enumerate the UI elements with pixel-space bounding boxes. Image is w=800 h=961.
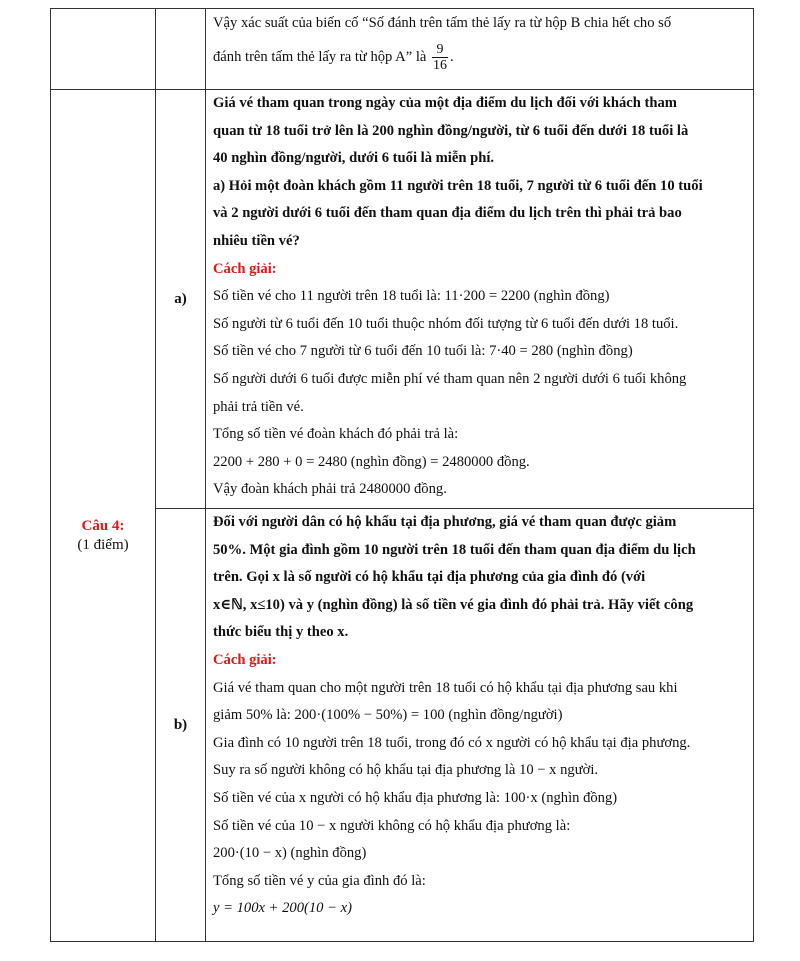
part-a-solution-line: Vậy đoàn khách phải trả 2480000 đồng. <box>213 481 447 498</box>
previous-line-2 <box>213 42 747 73</box>
part-b-solution-line: 200·(10 − x) (nghìn đồng) <box>213 845 367 862</box>
part-b-problem-line: trên. Gọi x là số người có hộ khẩu tại địa phương của gia đình đó (với <box>213 569 646 586</box>
part-a-content-cell <box>206 90 754 509</box>
part-a-solution-line: Số tiền vé cho 11 người trên 18 tuổi là: 11·200 = 2200 (nghìn đồng) <box>213 288 610 305</box>
part-a-label-cell <box>156 90 206 509</box>
previous-answer-cell <box>206 9 754 90</box>
part-a-solution-line: Số người dưới 6 tuổi được miễn phí vé tham quan nên 2 người dưới 6 tuổi không <box>213 370 687 387</box>
table-row-part-a <box>51 90 754 509</box>
part-b-problem-line: Đối với người dân có hộ khẩu tại địa phương, giá vé tham quan được giảm <box>213 514 677 530</box>
part-a-solution-line: Tổng số tiền vé đoàn khách đó phải trả là: <box>213 426 459 443</box>
part-a-problem-line: nhiêu tiền vé? <box>213 232 300 249</box>
question-title: Câu 4: <box>81 517 125 534</box>
part-b-solution-line: Số tiền vé của 10 − x người không có hộ khẩu địa phương là: <box>213 817 571 834</box>
part-a-problem-line: 40 nghìn đồng/người, dưới 6 tuổi là miễn phí. <box>213 150 495 167</box>
part-b-solution-line: giảm 50% là: 200·(100% − 50%) = 100 (nghìn đồng/người) <box>213 707 563 724</box>
part-b-solution-line: Gia đình có 10 người trên 18 tuổi, trong đó có x người có hộ khẩu tại địa phương. <box>213 734 691 751</box>
fraction-numerator: 9 <box>436 41 444 57</box>
question-points: (1 điểm) <box>77 536 129 553</box>
probability-fraction <box>432 42 448 73</box>
part-a-problem-line: a) Hỏi một đoàn khách gồm 11 người trên 18 tuổi, 7 người từ 6 tuổi đến 10 tuổi <box>213 177 703 194</box>
part-a-solution-line: 2200 + 280 + 0 = 2480 (nghìn đồng) = 2480000 đồng. <box>213 453 530 470</box>
table-row-previous <box>51 9 754 90</box>
previous-line-tail: . <box>450 48 454 65</box>
part-a-solution-line: Số tiền vé cho 7 người từ 6 tuổi đến 10 tuổi là: 7·40 = 280 (nghìn đồng) <box>213 343 633 360</box>
part-b-solution-line: Số tiền vé của x người có hộ khẩu địa phương là: 100·x (nghìn đồng) <box>213 789 618 806</box>
part-b-solution-heading: Cách giải: <box>213 651 277 668</box>
solution-table <box>50 8 754 942</box>
part-a-solution-line: phải trả tiền vé. <box>213 398 304 415</box>
fraction-denominator: 16 <box>433 57 448 73</box>
previous-line-2-text: đánh trên tấm thẻ lấy ra từ hộp A” là <box>213 48 427 65</box>
part-a-problem-line: và 2 người dưới 6 tuổi đến tham quan địa điểm du lịch trên thì phải trả bao <box>213 205 682 222</box>
part-b-label: b) <box>173 716 188 733</box>
part-b-label-cell <box>156 509 206 942</box>
part-b-problem-line: thức biểu thị y theo x. <box>213 624 349 641</box>
part-b-problem-line: 50%. Một gia đình gồm 10 người trên 18 tuổi đến tham quan địa điểm du lịch <box>213 541 696 558</box>
table-row-part-b <box>51 509 754 942</box>
part-b-solution-line: Tổng số tiền vé y của gia đình đó là: <box>213 872 426 889</box>
part-a-label: a) <box>174 290 187 307</box>
part-a-solution-line: Số người từ 6 tuổi đến 10 tuổi thuộc nhóm đối tượng từ 6 tuổi đến dưới 18 tuổi. <box>213 315 679 332</box>
part-a-solution-heading: Cách giải: <box>213 260 277 277</box>
part-b-final-formula: y = 100x + 200(10 − x) <box>213 900 352 917</box>
part-a-problem-line: Giá vé tham quan trong ngày của một địa điểm du lịch đối với khách tham <box>213 95 677 111</box>
part-cell-empty <box>156 9 206 90</box>
previous-line-1: Vậy xác suất của biến cố “Số đánh trên tấm thẻ lấy ra từ hộp B chia hết cho số <box>213 15 672 31</box>
part-a-problem-line: quan từ 18 tuổi trở lên là 200 nghìn đồng/người, từ 6 tuổi đến dưới 18 tuổi là <box>213 122 689 139</box>
question-cell-empty <box>51 9 156 90</box>
part-b-solution-line: Suy ra số người không có hộ khẩu tại địa phương là 10 − x người. <box>213 762 599 779</box>
part-b-content-cell <box>206 509 754 942</box>
question-cell <box>51 90 156 942</box>
part-b-problem-line: x∈ℕ, x≤10) và y (nghìn đồng) là số tiền vé gia đình đó phải trả. Hãy viết công <box>213 596 694 613</box>
part-b-solution-line: Giá vé tham quan cho một người trên 18 tuổi có hộ khẩu tại địa phương sau khi <box>213 679 678 696</box>
